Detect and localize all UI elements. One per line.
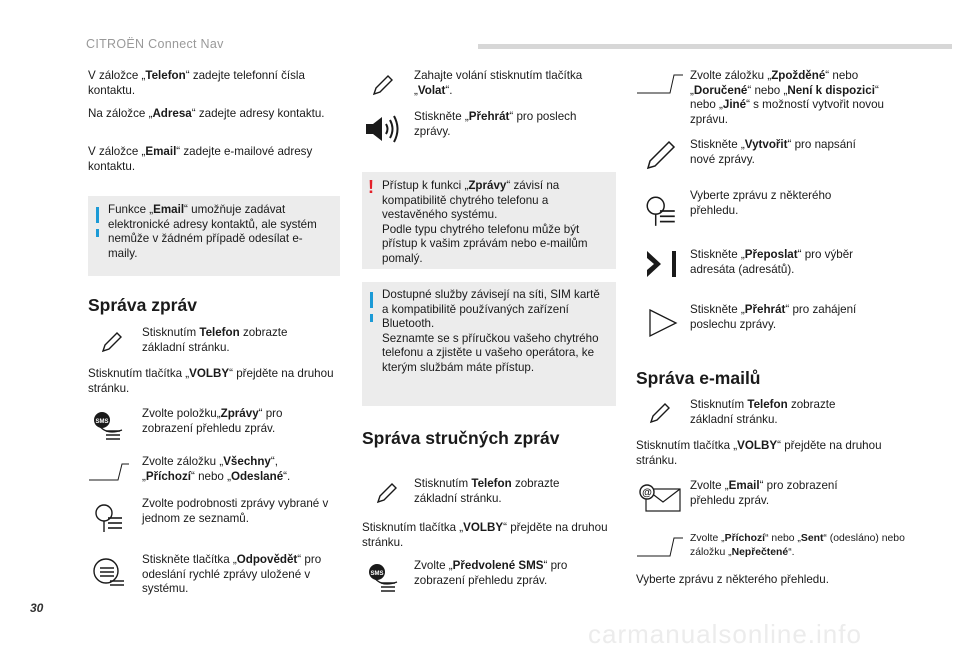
step-zpravy: Zvolte položku„Zprávy“ pro zobrazení přehledu zpráv. (142, 407, 283, 435)
step-telefon: Stisknutím Telefon zobrazte základní stránku. (142, 326, 288, 354)
svg-text:SMS: SMS (370, 571, 384, 577)
sms-list-icon (92, 410, 126, 442)
speaker-icon (364, 114, 402, 144)
step-odpovedet: Stiskněte tlačítka „Odpovědět“ pro odeslání rychlé zprávy uložené v systému. (142, 553, 322, 595)
info-text-email: Funkce „Email“ umožňuje zadávat elektronické adresy kontaktů, ale systém nemůže v žádném případě odesílat e-maily. (108, 203, 317, 260)
section-title-strucnych: Správa stručných zpráv (362, 428, 560, 448)
step-detail: Zvolte podrobnosti zprávy vybrané v jednom ze seznamů. (142, 497, 329, 525)
step-volby-2: Stisknutím tlačítka „VOLBY“ přejděte na druhou stránku. (362, 521, 608, 549)
pencil-icon (645, 139, 677, 171)
section-title-zprav: Správa zpráv (88, 295, 197, 315)
svg-text:@: @ (642, 487, 652, 499)
para-telefon: V záložce „Telefon“ zadejte telefonní čísla kontaktu. (88, 69, 305, 97)
step-prehrat: Stiskněte „Přehrát“ pro poslech zprávy. (414, 110, 577, 138)
header-bar (478, 44, 952, 49)
pencil-icon (648, 401, 672, 425)
page-number: 30 (30, 601, 44, 615)
info-box-email (88, 196, 340, 276)
list-select-icon (92, 502, 126, 534)
pencil-icon (100, 330, 124, 354)
warning-icon: ! (368, 177, 374, 197)
info-bar-icon (96, 207, 99, 223)
warning-box (362, 172, 616, 269)
step-prehrat-2: Stiskněte „Přehrát“ pro zahájení poslechu zprávy. (690, 303, 857, 331)
pencil-icon (371, 73, 395, 97)
reply-list-icon (92, 557, 126, 589)
email-envelope-icon (638, 483, 682, 513)
step-zpozdene: Zvolte záložku „Zpožděné“ nebo „Doručené“ nebo „Není k dispozici“ nebo „Jiné“ s možností vytvořit novou zprávu. (690, 69, 884, 126)
step-volby-3: Stisknutím tlačítka „VOLBY“ přejděte na druhou stránku. (636, 439, 882, 467)
page-header-title: CITROËN Connect Nav (86, 37, 224, 51)
sms-preset-icon (367, 562, 401, 594)
step-vyberte-2: Vyberte zprávu z některého přehledu. (636, 573, 829, 586)
para-adresa: Na záložce „Adresa“ zadejte adresy kontaktu. (88, 107, 325, 120)
tab-icon (636, 536, 684, 558)
svg-text:SMS: SMS (95, 419, 109, 425)
step-volby: Stisknutím tlačítka „VOLBY“ přejděte na druhou stránku. (88, 367, 334, 395)
watermark: carmanualsonline.info (588, 619, 862, 649)
forward-icon (645, 249, 677, 279)
step-prichozi: Zvolte „Příchozí“ nebo „Sent“ (odesláno) nebo záložku „Nepřečtené“. (690, 533, 905, 558)
step-vyberte: Vyberte zprávu z některého přehledu. (690, 189, 832, 217)
section-title-emailu: Správa e-mailů (636, 368, 761, 388)
info-box-services (362, 282, 616, 406)
step-tabs: Zvolte záložku „Všechny“, „Příchozí“ nebo „Odeslané“. (142, 455, 291, 483)
step-vytvorit: Stiskněte „Vytvořit“ pro napsání nové zprávy. (690, 138, 856, 166)
warning-text: Přístup k funkci „Zprávy“ závisí na kompatibilitě chytrého telefonu a vestavěného systému. Podle typu chytrého telefonu může být přístup k vašim zprávám nebo e-mailům pomalý. (382, 179, 588, 265)
info-text-services: Dostupné služby závisejí na síti, SIM kartě a kompatibilitě používaných zařízení Bluetooth. Seznamte se s příručkou vašeho chytrého telefonu a zjistěte u vašeho operátora, ke kterým službám máte přístup. (382, 288, 600, 374)
step-telefon-3: Stisknutím Telefon zobrazte základní stránku. (690, 398, 836, 426)
step-email: Zvolte „Email“ pro zobrazení přehledu zpráv. (690, 479, 838, 507)
pencil-icon (375, 481, 399, 505)
step-telefon-2: Stisknutím Telefon zobrazte základní stránku. (414, 477, 560, 505)
tab-icon (88, 462, 130, 482)
step-preposlat: Stiskněte „Přeposlat“ pro výběr adresáta (adresátů). (690, 248, 854, 276)
step-predvolene: Zvolte „Předvolené SMS“ pro zobrazení přehledu zpráv. (414, 559, 568, 587)
step-volat: Zahajte volání stisknutím tlačítka „Volat“. (414, 69, 583, 97)
para-email: V záložce „Email“ zadejte e-mailové adresy kontaktu. (88, 145, 313, 173)
tab-icon (636, 73, 684, 95)
list-select-icon (643, 194, 679, 228)
info-bar-icon (370, 292, 373, 308)
play-icon (647, 307, 679, 339)
